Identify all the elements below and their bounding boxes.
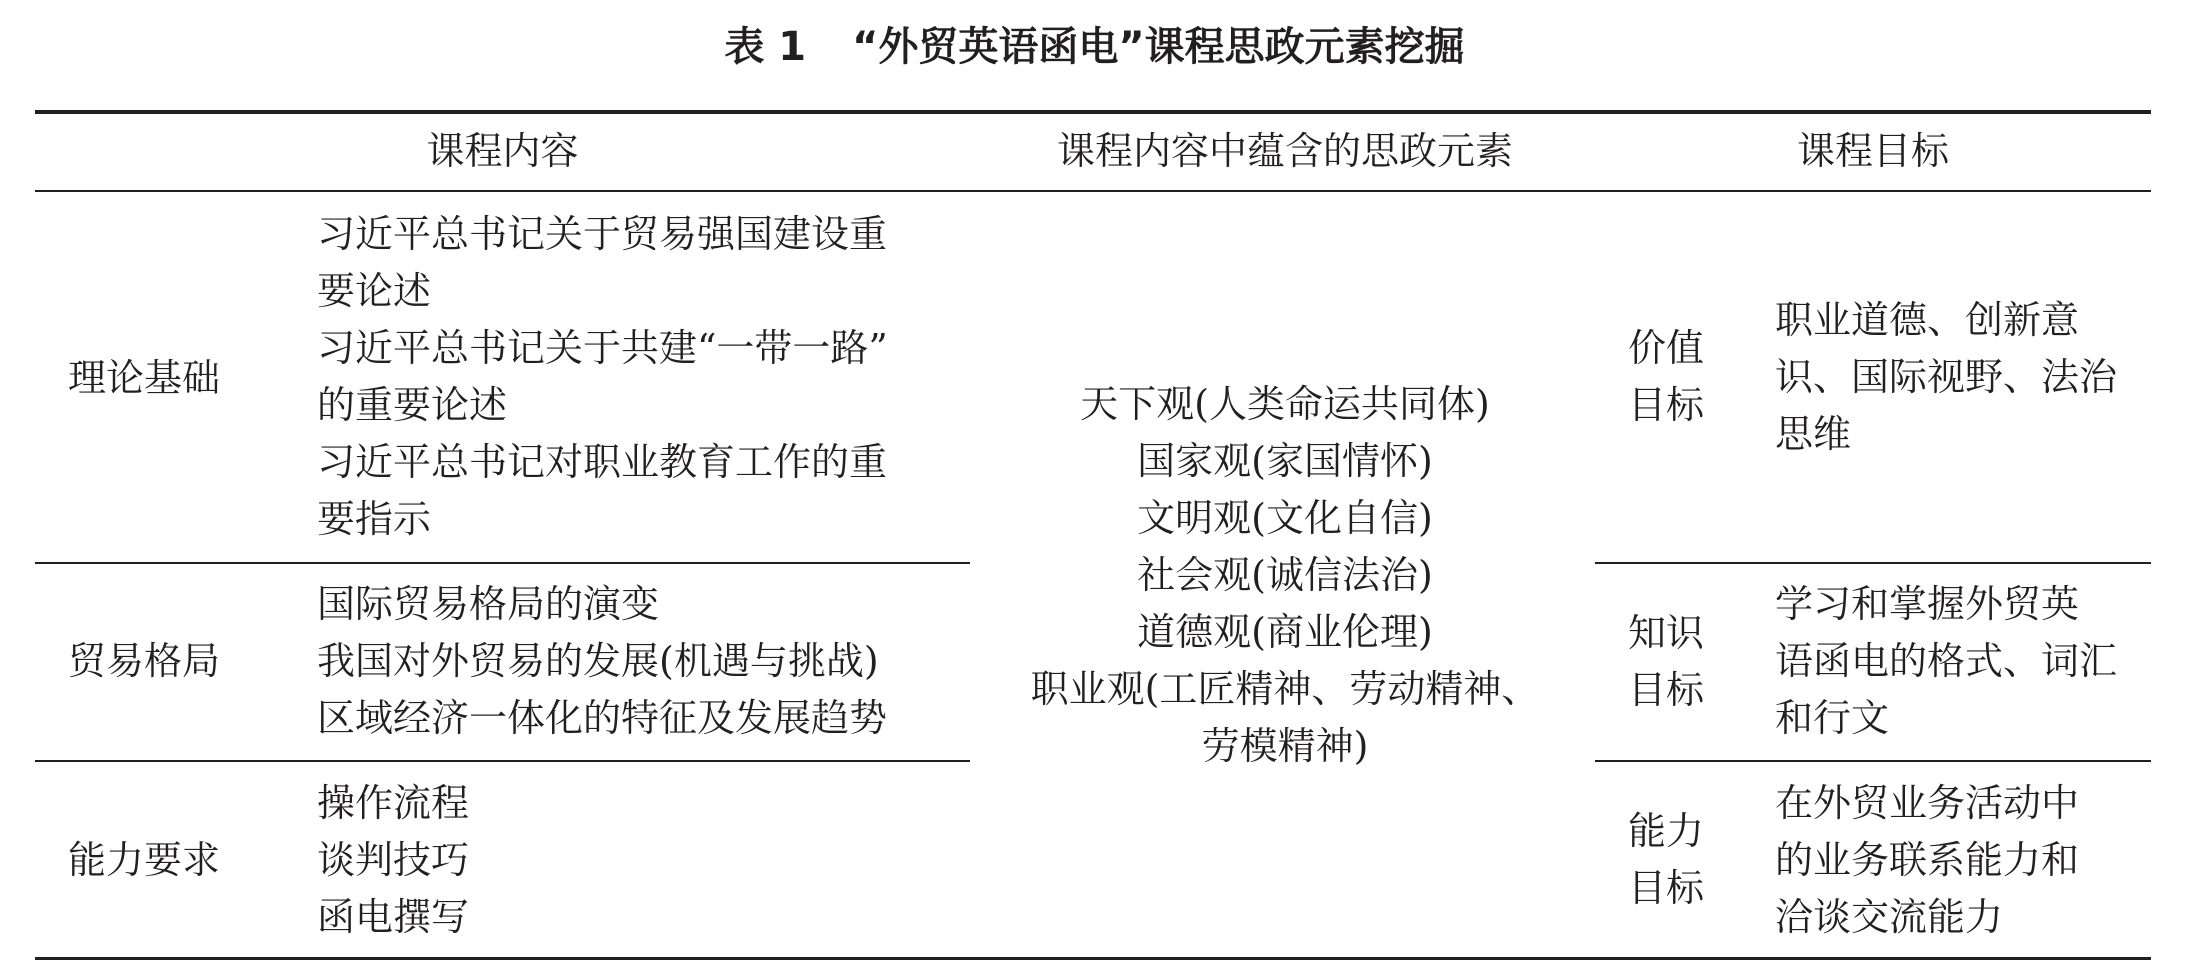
goal-desc-line: 学习和掌握外贸英 xyxy=(1775,582,2080,626)
goal-desc-line: 语函电的格式、词汇 xyxy=(1775,639,2118,683)
trade-pattern-items xyxy=(317,576,887,747)
list-item: 要指示 xyxy=(317,497,432,541)
goal-divider-2 xyxy=(1595,760,2151,762)
list-item: 习近平总书记对职业教育工作的重 xyxy=(317,440,888,484)
goal-type-line: 价值 xyxy=(1628,326,1705,370)
goal-type-knowledge xyxy=(1628,605,1704,719)
category-trade-pattern: 贸易格局 xyxy=(68,639,221,683)
list-item: 要论述 xyxy=(317,269,432,313)
goal-desc-knowledge xyxy=(1775,576,2117,747)
list-item: 国家观(家国情怀) xyxy=(1137,439,1433,483)
theory-items xyxy=(317,206,888,548)
list-item: 国际贸易格局的演变 xyxy=(317,582,660,626)
list-item: 的重要论述 xyxy=(317,383,508,427)
goal-desc-line: 在外贸业务活动中 xyxy=(1775,781,2080,825)
goal-type-line: 目标 xyxy=(1628,668,1705,712)
list-item: 我国对外贸易的发展(机遇与挑战) xyxy=(317,639,879,683)
goal-desc-line: 洽谈交流能力 xyxy=(1775,895,2004,939)
goal-type-line: 能力 xyxy=(1628,809,1705,853)
row-divider-1 xyxy=(35,562,970,564)
goal-desc-line: 和行文 xyxy=(1775,696,1890,740)
goal-type-ability xyxy=(1628,803,1704,917)
top-rule xyxy=(35,110,2151,114)
ideological-elements-list xyxy=(990,376,1580,775)
row-divider-2 xyxy=(35,760,970,762)
list-item: 函电撰写 xyxy=(317,895,470,939)
list-item: 天下观(人类命运共同体) xyxy=(1080,382,1490,426)
goal-desc-line: 思维 xyxy=(1775,412,1852,456)
header-rule xyxy=(35,190,2151,192)
goal-desc-value xyxy=(1775,292,2117,463)
goal-type-line: 目标 xyxy=(1628,866,1705,910)
list-item: 社会观(诚信法治) xyxy=(1137,553,1433,597)
bottom-rule xyxy=(35,957,2151,960)
goal-type-line: 知识 xyxy=(1628,611,1705,655)
list-item: 劳模精神) xyxy=(1201,724,1369,768)
goal-type-value xyxy=(1628,320,1704,434)
goal-desc-ability xyxy=(1775,775,2079,946)
list-item: 习近平总书记关于共建“一带一路” xyxy=(317,326,888,370)
table-number: 表 1 xyxy=(724,24,807,70)
table-caption xyxy=(0,22,2189,72)
header-ideological-elements: 课程内容中蕴含的思政元素 xyxy=(1056,129,1513,173)
list-item: 谈判技巧 xyxy=(317,838,470,882)
goal-desc-line: 职业道德、创新意 xyxy=(1775,298,2080,342)
list-item: 习近平总书记关于贸易强国建设重 xyxy=(317,212,888,256)
list-item: 操作流程 xyxy=(317,781,470,825)
table-title: “外贸英语函电”课程思政元素挖掘 xyxy=(852,24,1465,70)
list-item: 道德观(商业伦理) xyxy=(1137,610,1433,654)
list-item: 区域经济一体化的特征及发展趋势 xyxy=(317,696,888,740)
header-course-content: 课程内容 xyxy=(426,129,579,173)
category-theory-basis: 理论基础 xyxy=(68,356,221,400)
goal-desc-line: 识、国际视野、法治 xyxy=(1775,355,2118,399)
list-item: 文明观(文化自信) xyxy=(1137,496,1433,540)
goal-desc-line: 的业务联系能力和 xyxy=(1775,838,2080,882)
list-item: 职业观(工匠精神、劳动精神、 xyxy=(1030,667,1540,711)
goal-divider-1 xyxy=(1595,562,2151,564)
category-ability-requirements: 能力要求 xyxy=(68,838,221,882)
goal-type-line: 目标 xyxy=(1628,383,1705,427)
header-course-goals: 课程目标 xyxy=(1796,129,1949,173)
ability-items xyxy=(317,775,469,946)
